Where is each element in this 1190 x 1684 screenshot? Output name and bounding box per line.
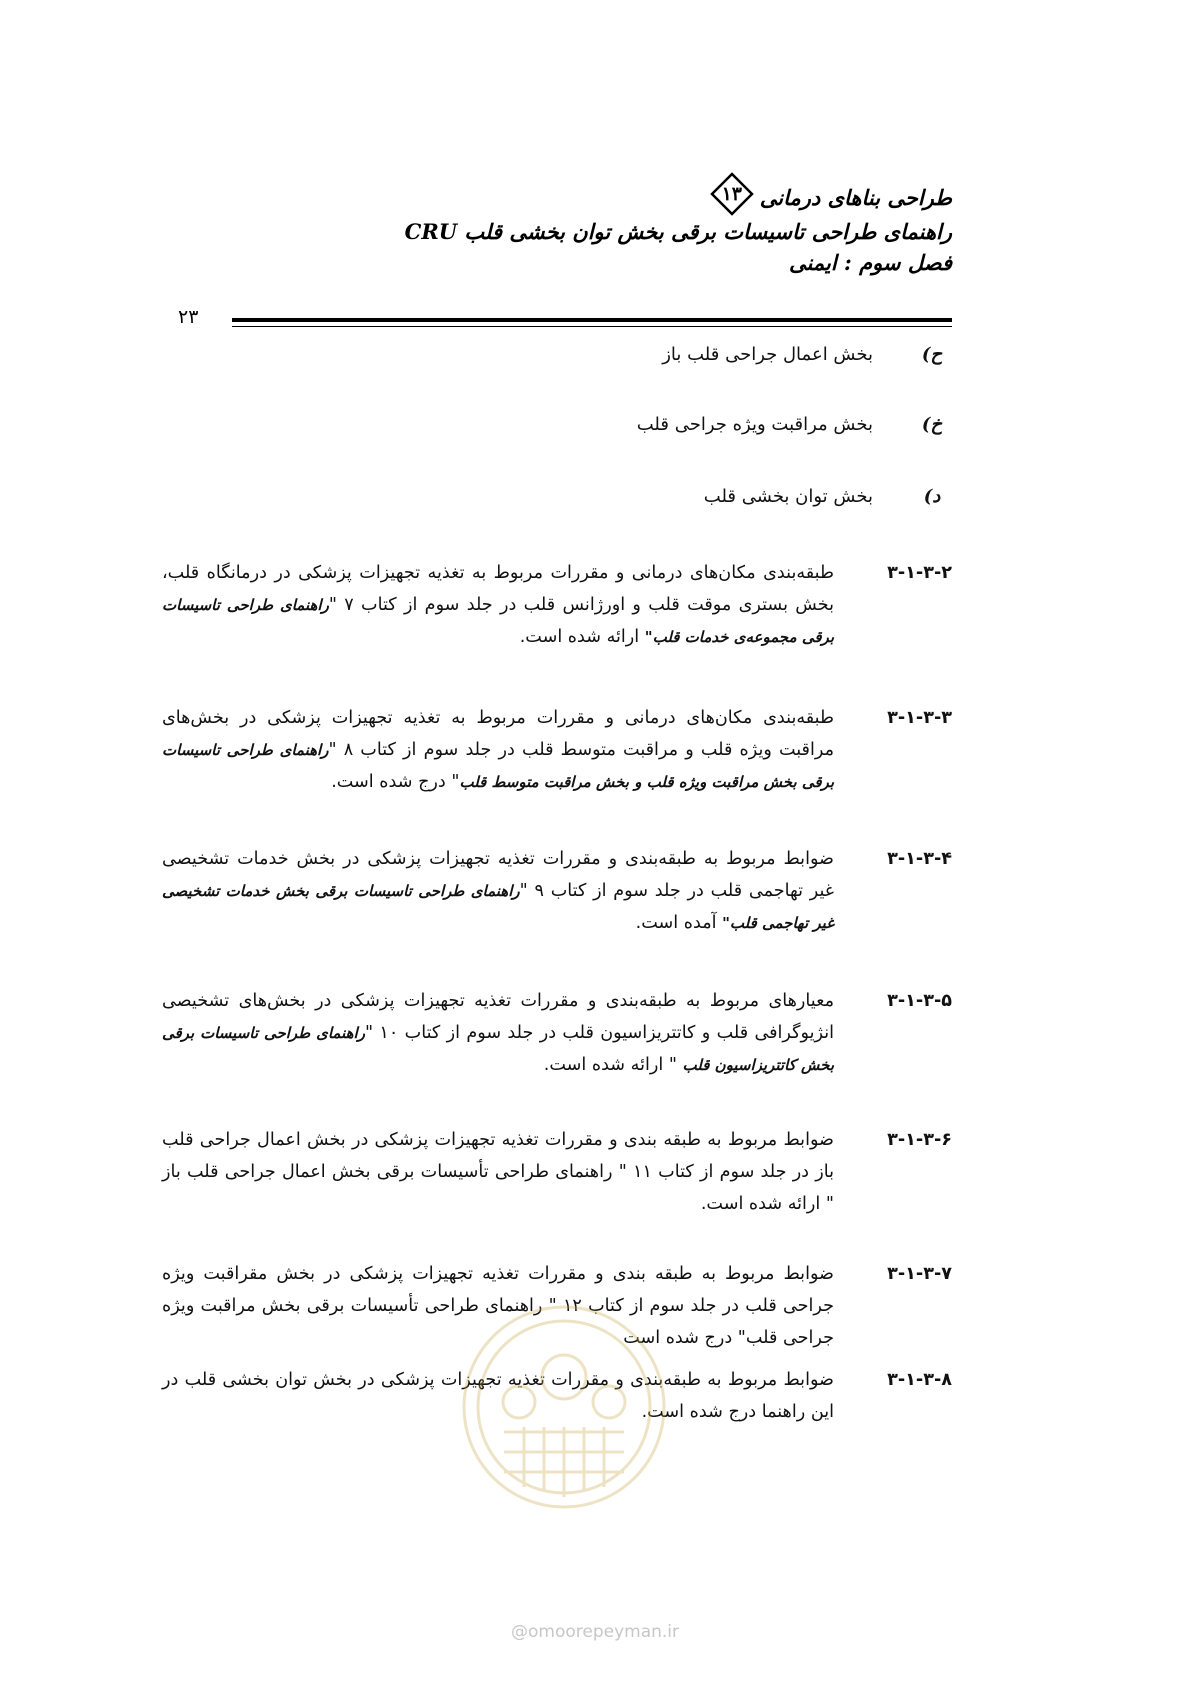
- book-number: ۱۳: [721, 182, 742, 205]
- document-header: [312, 178, 952, 278]
- paragraph-number: ۳-۱-۳-۷: [887, 1264, 952, 1284]
- list-item: [232, 414, 952, 450]
- paragraph-body: طبقه‌بندی مکان‌های درمانی و مقررات مربوط به تغذیه تجهیزات پزشکی در بخش‌های مراقبت ویژه قلب و مراقبت متوسط قلب در جلد سوم از کتاب ۸ "راهنمای طراحی تاسیسات برقی بخش مراقبت ویژه قلب و بخش مراقبت متوسط قلب" درج شده است.: [162, 708, 834, 792]
- paragraph-body: ضوابط مربوط به طبقه بندی و مقررات تغذیه تجهیزات پزشکی در بخش مقراقبت ویژه جراحی قلب در جلد سوم از کتاب ۱۲ " راهنمای طراحی تأسیسات برقی بخش مراقبت ویژه جراحی قلب" درج شده است: [162, 1264, 834, 1348]
- paragraph-body: طبقه‌بندی مکان‌های درمانی و مقررات مربوط به تغذیه تجهیزات پزشکی در درمانگاه قلب، بخش بستری موقت قلب و اورژانس قلب در جلد سوم از کتاب ۷ "راهنمای طراحی تاسیسات برقی مجموعه‌ی خدمات قلب" ارائه شده است.: [162, 563, 834, 647]
- paragraph-number: ۳-۱-۳-۸: [887, 1370, 952, 1390]
- guide-title: راهنمای طراحی تاسیسات برقی بخش توان بخشی قلب CRU: [404, 219, 952, 244]
- list-item: [232, 344, 952, 380]
- list-item: [232, 486, 952, 522]
- paragraph: [162, 843, 952, 939]
- list-item-marker: خ): [921, 414, 943, 435]
- paragraph: [162, 1258, 952, 1354]
- paragraph-number: ۳-۱-۳-۲: [887, 563, 952, 583]
- page-number: ۲۳: [178, 306, 199, 328]
- chapter-title: فصل سوم : ایمنی: [789, 250, 952, 275]
- watermark-url: @omoorepeyman.ir: [510, 1622, 680, 1642]
- series-title-line: [312, 178, 952, 216]
- paragraph-body: ضوابط مربوط به طبقه بندی و مقررات تغذیه تجهیزات پزشکی در بخش اعمال جراحی قلب باز در جلد سوم از کتاب ۱۱ " راهنمای طراحی تأسیسات برقی بخش اعمال جراحی قلب باز " ارائه شده است.: [162, 1130, 834, 1214]
- book-reference: راهنمای طراحی تاسیسات برقی بخش مراقبت ویژه قلب و بخش مراقبت متوسط قلب: [162, 741, 834, 791]
- paragraph: [162, 702, 952, 798]
- book-reference: راهنمای طراحی تاسیسات برقی بخش خدمات تشخیصی غیر تهاجمی قلب": [162, 882, 834, 932]
- at-icon: @: [510, 1622, 528, 1642]
- paragraph-number: ۳-۱-۳-۶: [887, 1130, 952, 1150]
- paragraph-number: ۳-۱-۳-۴: [887, 849, 952, 869]
- book-reference: راهنمای طراحی تاسیسات برقی مجموعه‌ی خدمات قلب": [162, 596, 834, 646]
- header-rule-thick: [232, 318, 952, 322]
- paragraph-body: ضوابط مربوط به طبقه‌بندی و مقررات تغذیه تجهیزات پزشکی در بخش توان بخشی قلب در این راهنما درج شده است.: [162, 1370, 834, 1422]
- header-rule-thin: [232, 326, 952, 327]
- paragraph-number: ۳-۱-۳-۵: [887, 991, 952, 1011]
- list-item-marker: د): [923, 486, 941, 507]
- book-reference: راهنمای طراحی تاسیسات برقی بخش کاتتریزاسیون قلب: [162, 1024, 834, 1074]
- list-item-text: بخش توان بخشی قلب: [703, 486, 873, 507]
- paragraph-body: ضوابط مربوط به طبقه‌بندی و مقررات تغذیه تجهیزات پزشکی در بخش خدمات تشخیصی غیر تهاجمی قلب در جلد سوم از کتاب ۹ "راهنمای طراحی تاسیسات برقی بخش خدمات تشخیصی غیر تهاجمی قلب" آمده است.: [162, 849, 834, 933]
- list-item-text: بخش اعمال جراحی قلب باز: [662, 344, 873, 365]
- paragraph-number: ۳-۱-۳-۳: [887, 708, 952, 728]
- paragraph: [162, 1364, 952, 1428]
- series-title: طراحی بناهای درمانی: [759, 184, 952, 210]
- list-item-text: بخش مراقبت ویژه جراحی قلب: [636, 414, 873, 435]
- paragraph-body: معیارهای مربوط به طبقه‌بندی و مقررات تغذیه تجهیزات پزشکی در بخش‌های تشخیصی انژیوگرافی قلب و کاتتریزاسیون قلب در جلد سوم از کتاب ۱۰ "راهنمای طراحی تاسیسات برقی بخش کاتتریزاسیون قلب " ارائه شده است.: [162, 991, 834, 1075]
- book-number-badge: [710, 172, 754, 216]
- paragraph: [162, 1124, 952, 1220]
- list-item-marker: ح): [921, 344, 943, 365]
- paragraph: [162, 557, 952, 653]
- paragraph: [162, 985, 952, 1081]
